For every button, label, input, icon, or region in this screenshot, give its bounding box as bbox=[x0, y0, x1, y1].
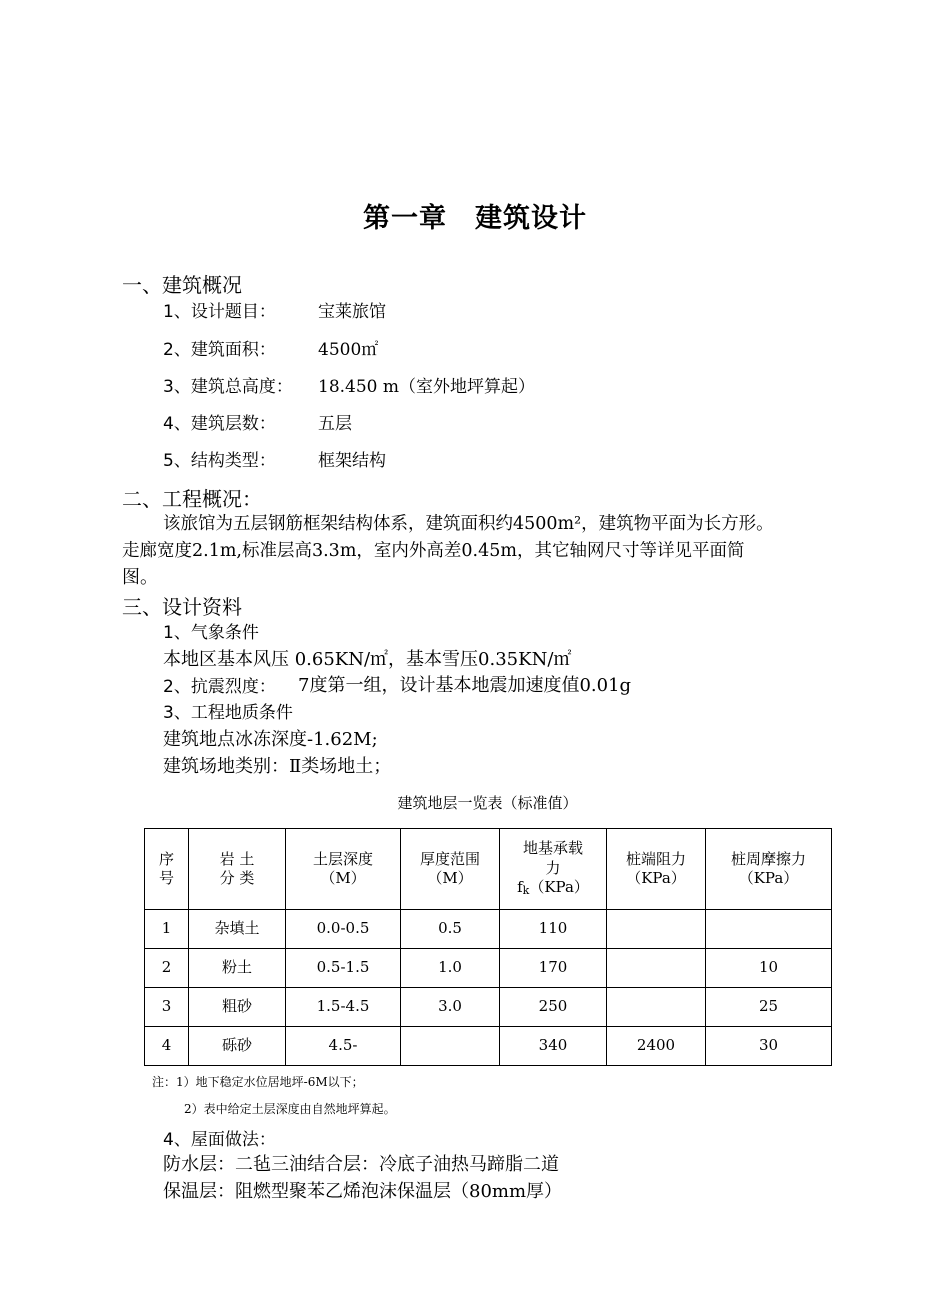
frost-depth-text: 建筑地点冰冻深度-1.62M; bbox=[163, 729, 378, 750]
section-1-heading: 一、建筑概况 bbox=[122, 273, 242, 297]
page-title: 第一章 建筑设计 bbox=[363, 203, 587, 234]
table-cell: 30 bbox=[706, 1027, 832, 1066]
table-cell bbox=[607, 910, 706, 949]
header-pile-friction: 桩周摩擦力 （KPa） bbox=[706, 829, 832, 910]
table-cell: 粗砂 bbox=[189, 988, 286, 1027]
table-cell: 0.5-1.5 bbox=[286, 949, 401, 988]
header-pile-end-resistance: 桩端阻力 （KPa） bbox=[607, 829, 706, 910]
header-thickness: 厚度范围 （M） bbox=[401, 829, 500, 910]
table-cell bbox=[706, 910, 832, 949]
item-3-label: 3、建筑总高度： bbox=[163, 377, 293, 397]
table-cell: 杂填土 bbox=[189, 910, 286, 949]
header-seq: 序 号 bbox=[145, 829, 189, 910]
table-cell: 2400 bbox=[607, 1027, 706, 1066]
header-soil-type: 岩 土 分 类 bbox=[189, 829, 286, 910]
item-5-value: 框架结构 bbox=[318, 451, 386, 471]
table-cell: 4 bbox=[145, 1027, 189, 1066]
table-note-2: 2）表中给定土层深度由自然地坪算起。 bbox=[184, 1102, 396, 1116]
table-cell: 25 bbox=[706, 988, 832, 1027]
item-2-label: 2、建筑面积： bbox=[163, 340, 276, 360]
table-cell: 170 bbox=[500, 949, 607, 988]
table-cell: 110 bbox=[500, 910, 607, 949]
table-cell: 砾砂 bbox=[189, 1027, 286, 1066]
table-cell: 2 bbox=[145, 949, 189, 988]
table-cell bbox=[607, 949, 706, 988]
weather-text: 本地区基本风压 0.65KN/㎡，基本雪压0.35KN/㎡ bbox=[163, 649, 572, 670]
item-2-value: 4500㎡ bbox=[318, 340, 379, 360]
table-row bbox=[145, 949, 832, 988]
roof-insulation-text: 保温层：阻燃型聚苯乙烯泡沫保温层（80mm厚） bbox=[163, 1181, 563, 1202]
seismic-label: 2、抗震烈度： bbox=[163, 677, 276, 697]
table-note-1: 注：1）地下稳定水位居地坪-6M以下； bbox=[152, 1075, 364, 1089]
item-4-label: 4、建筑层数： bbox=[163, 414, 276, 434]
section-2-heading: 二、工程概况： bbox=[122, 487, 262, 511]
table-row bbox=[145, 1027, 832, 1066]
weather-label: 1、气象条件 bbox=[163, 623, 259, 643]
table-cell bbox=[607, 988, 706, 1027]
geology-label: 3、工程地质条件 bbox=[163, 703, 293, 723]
item-1-label: 1、设计题目： bbox=[163, 302, 276, 322]
table-cell: 粉土 bbox=[189, 949, 286, 988]
header-bearing-capacity: 地基承载 力 fk（KPa） bbox=[500, 829, 607, 910]
overview-line-2: 走廊宽度2.1m,标准层高3.3m，室内外高差0.45m，其它轴网尺寸等详见平面简 bbox=[122, 541, 745, 561]
table-cell: 0.5 bbox=[401, 910, 500, 949]
table-cell: 1 bbox=[145, 910, 189, 949]
overview-line-1: 该旅馆为五层钢筋框架结构体系，建筑面积约4500m²，建筑物平面为长方形。 bbox=[163, 514, 774, 534]
overview-line-3: 图。 bbox=[122, 567, 158, 588]
item-1-value: 宝莱旅馆 bbox=[318, 302, 386, 322]
seismic-text: 7度第一组，设计基本地震加速度值0.01g bbox=[298, 675, 632, 696]
roof-label: 4、屋面做法： bbox=[163, 1130, 276, 1150]
table-cell: 3.0 bbox=[401, 988, 500, 1027]
item-4-value: 五层 bbox=[318, 414, 352, 434]
header-layer-depth: 土层深度 （M） bbox=[286, 829, 401, 910]
table-header-row bbox=[145, 829, 832, 910]
roof-waterproof-text: 防水层：二毡三油结合层：冷底子油热马蹄脂二道 bbox=[163, 1154, 559, 1175]
table-cell bbox=[401, 1027, 500, 1066]
table-cell: 1.5-4.5 bbox=[286, 988, 401, 1027]
item-5-label: 5、结构类型： bbox=[163, 451, 276, 471]
section-3-heading: 三、设计资料 bbox=[122, 595, 242, 619]
table-caption: 建筑地层一览表（标准值） bbox=[397, 794, 578, 812]
table-cell: 250 bbox=[500, 988, 607, 1027]
table-cell: 3 bbox=[145, 988, 189, 1027]
table-row bbox=[145, 988, 832, 1027]
table-cell: 1.0 bbox=[401, 949, 500, 988]
table-cell: 10 bbox=[706, 949, 832, 988]
table-cell: 0.0-0.5 bbox=[286, 910, 401, 949]
site-category-text: 建筑场地类别：Ⅱ类场地土； bbox=[163, 756, 392, 777]
item-3-value: 18.450 m（室外地坪算起） bbox=[318, 377, 536, 397]
table-cell: 4.5- bbox=[286, 1027, 401, 1066]
table-row bbox=[145, 910, 832, 949]
soil-layer-table bbox=[144, 828, 832, 1066]
table-cell: 340 bbox=[500, 1027, 607, 1066]
